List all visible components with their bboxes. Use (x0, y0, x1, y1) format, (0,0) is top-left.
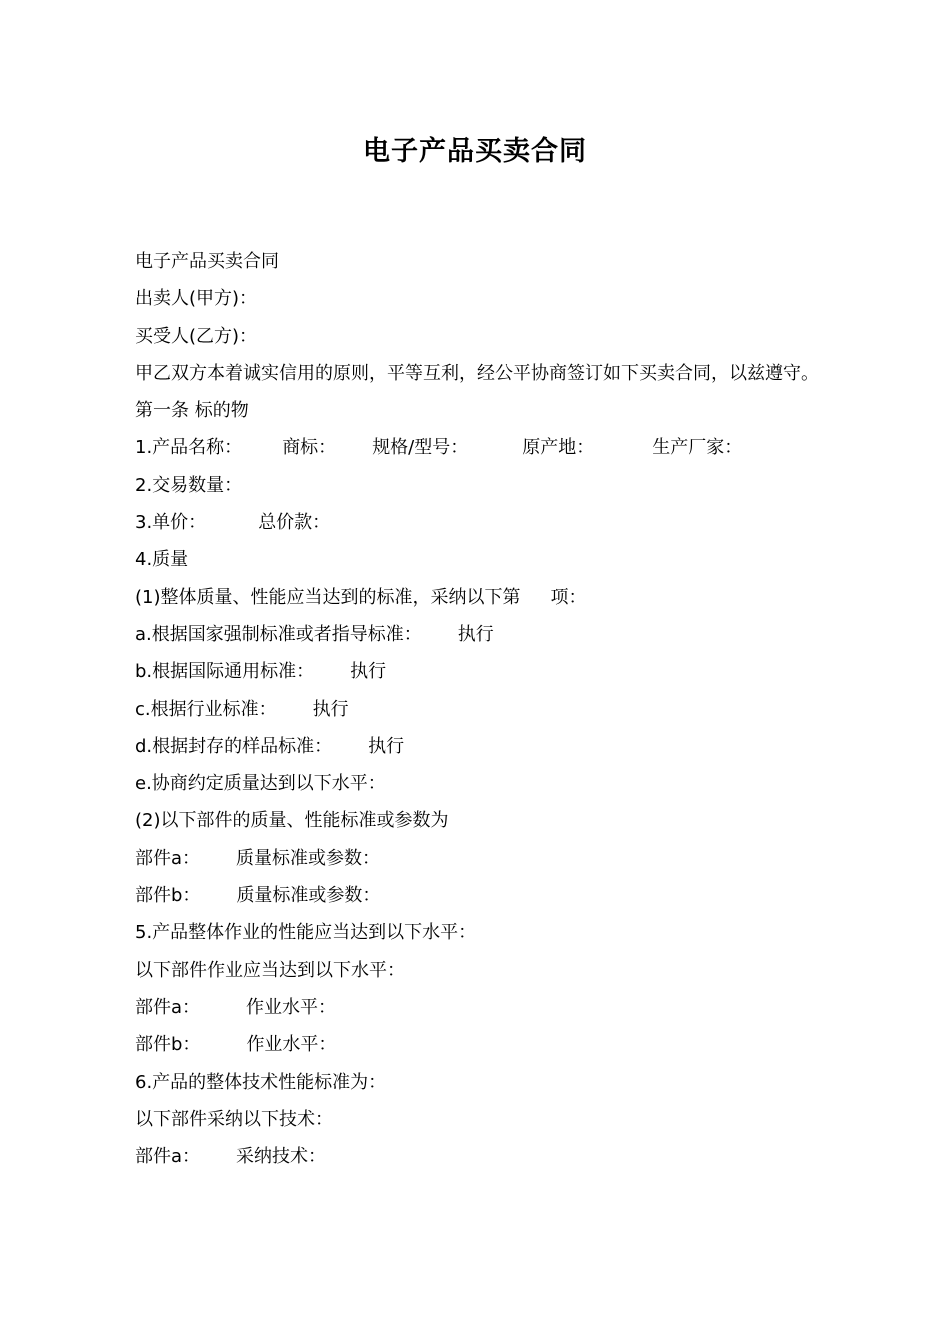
paragraph-preamble: 甲乙双方本着诚实信用的原则，平等互利，经公平协商签订如下买卖合同，以兹遵守。 (135, 362, 819, 384)
part-b-work-tail: 作业水平： (246, 1034, 337, 1056)
item4-d-lead: d.根据封存的样品标准： (135, 735, 333, 757)
item4-a-lead: a.根据国家强制标准或者指导标准： (135, 623, 422, 645)
item4-d-tail: 执行 (368, 735, 405, 757)
paragraph-part-a-quality (116, 840, 836, 877)
paragraph-item-6-sub: 以下部件采纳以下技术： (135, 1108, 333, 1130)
part-a-tech-tail: 采纳技术： (236, 1146, 327, 1168)
item4-c-lead: c.根据行业标准： (135, 698, 277, 720)
paragraph-item-5: 5.产品整体作业的性能应当达到以下水平： (135, 922, 477, 944)
item4-b-tail: 执行 (350, 661, 387, 683)
item1-name-label: 1.产品名称： (135, 437, 243, 459)
part-a-quality-tail: 质量标准或参数： (236, 847, 381, 869)
item3-total-label: 总价款： (258, 512, 331, 534)
item3-price-label: 3.单价： (135, 512, 207, 534)
item4-c-tail: 执行 (312, 698, 349, 720)
part-a-tech-lead: 部件a： (135, 1146, 201, 1168)
item1-origin-label: 原产地： (522, 437, 595, 459)
paragraph-item-4: 4.质量 (135, 549, 189, 571)
paragraph-item-4-d (116, 728, 836, 765)
part-b-quality-tail: 质量标准或参数： (236, 885, 381, 907)
paragraph-seller: 出卖人(甲方)： (135, 288, 258, 310)
item4-b-lead: b.根据国际通用标准： (135, 661, 315, 683)
paragraph-part-b-quality (116, 877, 836, 914)
item4-a-tail: 执行 (457, 623, 494, 645)
item1-brand-label: 商标： (282, 437, 337, 459)
paragraph-article-1: 第一条 标的物 (135, 400, 249, 422)
paragraph-item-1 (116, 429, 836, 466)
paragraph-heading: 电子产品买卖合同 (135, 251, 279, 272)
page-title: 电子产品买卖合同 (363, 136, 587, 167)
item1-maker-label: 生产厂家： (652, 437, 743, 459)
paragraph-item-5-sub: 以下部件作业应当达到以下水平： (135, 959, 405, 981)
paragraph-part-a-tech (116, 1138, 836, 1175)
paragraph-item-4-a (116, 616, 836, 653)
part-b-quality-lead: 部件b： (135, 885, 201, 907)
part-a-quality-lead: 部件a： (135, 847, 201, 869)
paragraph-buyer: 买受人(乙方)： (135, 325, 258, 347)
part-a-work-tail: 作业水平： (246, 996, 337, 1018)
paragraph-item-4-b (116, 653, 836, 690)
paragraph-part-b-work (116, 1026, 836, 1063)
document-body (116, 243, 836, 1175)
paragraph-item-2: 2.交易数量： (135, 474, 243, 496)
item4-1-tail: 项： (550, 586, 587, 608)
paragraph-item-4-1 (116, 579, 836, 616)
paragraph-part-a-work (116, 989, 836, 1026)
part-b-work-lead: 部件b： (135, 1034, 201, 1056)
paragraph-item-6: 6.产品的整体技术性能标准为： (135, 1071, 387, 1093)
paragraph-item-3 (116, 504, 836, 541)
item1-spec-label: 规格/型号： (372, 437, 469, 459)
part-a-work-lead: 部件a： (135, 996, 201, 1018)
paragraph-item-4-e: e.协商约定质量达到以下水平： (135, 773, 386, 795)
item4-1-lead: (1)整体质量、性能应当达到的标准，采纳以下第 (135, 586, 521, 608)
paragraph-item-4-2: (2)以下部件的质量、性能标准或参数为 (135, 810, 449, 832)
paragraph-item-4-c (116, 691, 836, 728)
